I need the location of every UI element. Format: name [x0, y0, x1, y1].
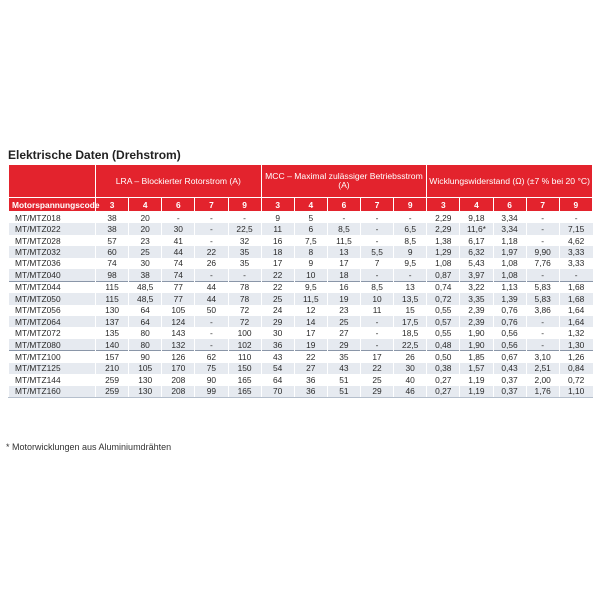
res-cell: 1,64 — [559, 316, 592, 327]
table-row — [9, 258, 593, 269]
res-cell: 0,37 — [493, 386, 526, 398]
lra-cell: 102 — [228, 339, 261, 351]
res-cell: 3,97 — [460, 269, 493, 281]
header-lra: LRA – Blockierter Rotorstrom (A) — [96, 165, 262, 198]
table-row — [9, 235, 593, 246]
table-row — [9, 246, 593, 257]
motor-code-cell: MT/MTZ050 — [9, 293, 96, 304]
mcc-cell: 51 — [327, 386, 360, 398]
motor-code-cell: MT/MTZ022 — [9, 223, 96, 234]
res-cell: 1,08 — [493, 258, 526, 269]
res-cell: 1,64 — [559, 305, 592, 316]
res-cell: 0,87 — [427, 269, 460, 281]
mcc-cell: 6,5 — [394, 223, 427, 234]
mcc-cell: - — [361, 223, 394, 234]
table-row — [9, 269, 593, 281]
mcc-cell: 12 — [294, 305, 327, 316]
lra-cell: 72 — [228, 305, 261, 316]
header-voltage-code: 3 — [261, 198, 294, 212]
mcc-cell: 54 — [261, 363, 294, 374]
mcc-cell: 9 — [294, 258, 327, 269]
mcc-cell: 10 — [361, 293, 394, 304]
page-title: Elektrische Daten (Drehstrom) — [8, 148, 181, 162]
lra-cell: 105 — [162, 305, 195, 316]
lra-cell: 105 — [129, 363, 162, 374]
lra-cell: - — [228, 212, 261, 224]
res-cell: 4,62 — [559, 235, 592, 246]
lra-cell: 137 — [96, 316, 129, 327]
mcc-cell: 17 — [327, 258, 360, 269]
mcc-cell: 46 — [394, 386, 427, 398]
mcc-cell: 8,5 — [361, 281, 394, 293]
lra-cell: 48,5 — [129, 293, 162, 304]
res-cell: 9,90 — [526, 246, 559, 257]
lra-cell: - — [195, 316, 228, 327]
lra-cell: 41 — [162, 235, 195, 246]
table-row — [9, 374, 593, 385]
res-cell: 3,86 — [526, 305, 559, 316]
mcc-cell: - — [361, 212, 394, 224]
mcc-cell: 13 — [327, 246, 360, 257]
mcc-cell: 7,5 — [294, 235, 327, 246]
mcc-cell: - — [361, 327, 394, 338]
res-cell: 2,51 — [526, 363, 559, 374]
header-voltage-code: 9 — [394, 198, 427, 212]
motor-code-cell: MT/MTZ160 — [9, 386, 96, 398]
header-resistance: Wicklungswiderstand (Ω) (±7 % bei 20 °C) — [427, 165, 593, 198]
res-cell: 5,83 — [526, 281, 559, 293]
res-cell: 2,39 — [460, 316, 493, 327]
lra-cell: 38 — [129, 269, 162, 281]
lra-cell: 77 — [162, 281, 195, 293]
res-cell: - — [526, 235, 559, 246]
res-cell: 5,43 — [460, 258, 493, 269]
header-voltage-code: 9 — [559, 198, 592, 212]
lra-cell: 48,5 — [129, 281, 162, 293]
lra-cell: 165 — [228, 374, 261, 385]
res-cell: 0,27 — [427, 374, 460, 385]
res-cell: 1,90 — [460, 339, 493, 351]
lra-cell: 150 — [228, 363, 261, 374]
res-cell: 7,76 — [526, 258, 559, 269]
table-row — [9, 293, 593, 304]
res-cell: 1,08 — [493, 269, 526, 281]
lra-cell: 64 — [129, 305, 162, 316]
res-cell: 2,29 — [427, 223, 460, 234]
res-cell: - — [559, 269, 592, 281]
table-row — [9, 212, 593, 224]
res-cell: 1,19 — [460, 374, 493, 385]
res-cell: 1,38 — [427, 235, 460, 246]
motor-code-cell: MT/MTZ036 — [9, 258, 96, 269]
lra-cell: 210 — [96, 363, 129, 374]
res-cell: 0,72 — [559, 374, 592, 385]
mcc-cell: - — [327, 212, 360, 224]
lra-cell: 57 — [96, 235, 129, 246]
motor-code-cell: MT/MTZ032 — [9, 246, 96, 257]
motor-code-cell: MT/MTZ144 — [9, 374, 96, 385]
res-cell: 1,13 — [493, 281, 526, 293]
lra-cell: 90 — [129, 351, 162, 363]
mcc-cell: 5,5 — [361, 246, 394, 257]
motor-code-cell: MT/MTZ056 — [9, 305, 96, 316]
lra-cell: 126 — [162, 351, 195, 363]
lra-cell: 110 — [228, 351, 261, 363]
res-cell: - — [526, 339, 559, 351]
lra-cell: 100 — [228, 327, 261, 338]
mcc-cell: 17 — [361, 351, 394, 363]
lra-cell: 20 — [129, 212, 162, 224]
lra-cell: 80 — [129, 327, 162, 338]
lra-cell: 74 — [96, 258, 129, 269]
lra-cell: 25 — [129, 246, 162, 257]
mcc-cell: 36 — [294, 374, 327, 385]
lra-cell: 20 — [129, 223, 162, 234]
res-cell: 0,37 — [493, 374, 526, 385]
mcc-cell: 9 — [394, 246, 427, 257]
res-cell: 2,00 — [526, 374, 559, 385]
lra-cell: - — [195, 212, 228, 224]
lra-cell: 80 — [129, 339, 162, 351]
mcc-cell: 13,5 — [394, 293, 427, 304]
header-voltage-code: 7 — [195, 198, 228, 212]
mcc-cell: 15 — [394, 305, 427, 316]
lra-cell: 38 — [96, 212, 129, 224]
table-row — [9, 339, 593, 351]
res-cell: 1,76 — [526, 386, 559, 398]
res-cell: 0,76 — [493, 316, 526, 327]
lra-cell: 44 — [195, 281, 228, 293]
res-cell: 6,17 — [460, 235, 493, 246]
lra-cell: 165 — [228, 386, 261, 398]
mcc-cell: 30 — [394, 363, 427, 374]
lra-cell: 124 — [162, 316, 195, 327]
mcc-cell: 18 — [261, 246, 294, 257]
motor-code-cell: MT/MTZ028 — [9, 235, 96, 246]
res-cell: 11,6* — [460, 223, 493, 234]
lra-cell: - — [195, 223, 228, 234]
motor-code-cell: MT/MTZ080 — [9, 339, 96, 351]
mcc-cell: 11 — [361, 305, 394, 316]
res-cell: 1,90 — [460, 327, 493, 338]
lra-cell: 62 — [195, 351, 228, 363]
lra-cell: 22,5 — [228, 223, 261, 234]
mcc-cell: 26 — [394, 351, 427, 363]
mcc-cell: 24 — [261, 305, 294, 316]
mcc-cell: 23 — [327, 305, 360, 316]
lra-cell: 78 — [228, 293, 261, 304]
mcc-cell: 29 — [361, 386, 394, 398]
header-voltage-code: 3 — [96, 198, 129, 212]
motor-code-cell: MT/MTZ125 — [9, 363, 96, 374]
motor-code-cell: MT/MTZ044 — [9, 281, 96, 293]
lra-cell: 78 — [228, 281, 261, 293]
table-row — [9, 316, 593, 327]
lra-cell: 98 — [96, 269, 129, 281]
lra-cell: 77 — [162, 293, 195, 304]
table-row — [9, 386, 593, 398]
res-cell: 6,32 — [460, 246, 493, 257]
header-voltage-code: 7 — [526, 198, 559, 212]
res-cell: - — [526, 327, 559, 338]
header-blank — [9, 165, 96, 198]
mcc-cell: 5 — [294, 212, 327, 224]
res-cell: 1,30 — [559, 339, 592, 351]
mcc-cell: 11,5 — [327, 235, 360, 246]
res-cell: 0,76 — [493, 305, 526, 316]
res-cell: 1,32 — [559, 327, 592, 338]
mcc-cell: 70 — [261, 386, 294, 398]
mcc-cell: 25 — [261, 293, 294, 304]
res-cell: 1,08 — [427, 258, 460, 269]
mcc-cell: 11 — [261, 223, 294, 234]
lra-cell: - — [195, 327, 228, 338]
mcc-cell: 13 — [394, 281, 427, 293]
mcc-cell: 29 — [261, 316, 294, 327]
res-cell: 1,10 — [559, 386, 592, 398]
res-cell: 1,97 — [493, 246, 526, 257]
mcc-cell: 18 — [327, 269, 360, 281]
lra-cell: 74 — [162, 258, 195, 269]
res-cell: - — [526, 269, 559, 281]
mcc-cell: 43 — [261, 351, 294, 363]
lra-cell: 90 — [195, 374, 228, 385]
mcc-cell: 16 — [261, 235, 294, 246]
mcc-cell: 25 — [361, 374, 394, 385]
header-voltage-code: 6 — [327, 198, 360, 212]
lra-cell: 135 — [96, 327, 129, 338]
lra-cell: - — [228, 269, 261, 281]
lra-cell: 132 — [162, 339, 195, 351]
res-cell: 9,18 — [460, 212, 493, 224]
mcc-cell: 22 — [294, 351, 327, 363]
res-cell: 0,84 — [559, 363, 592, 374]
lra-cell: 72 — [228, 316, 261, 327]
motor-code-cell: MT/MTZ072 — [9, 327, 96, 338]
mcc-cell: - — [361, 316, 394, 327]
mcc-cell: 29 — [327, 339, 360, 351]
header-voltage-code: 6 — [162, 198, 195, 212]
res-cell: 3,22 — [460, 281, 493, 293]
mcc-cell: 36 — [261, 339, 294, 351]
lra-cell: 259 — [96, 374, 129, 385]
lra-cell: 44 — [162, 246, 195, 257]
mcc-cell: 19 — [294, 339, 327, 351]
mcc-cell: 16 — [327, 281, 360, 293]
lra-cell: 130 — [129, 374, 162, 385]
mcc-cell: 25 — [327, 316, 360, 327]
motor-code-cell: MT/MTZ100 — [9, 351, 96, 363]
lra-cell: 64 — [129, 316, 162, 327]
mcc-cell: 64 — [261, 374, 294, 385]
lra-cell: 75 — [195, 363, 228, 374]
res-cell: 1,18 — [493, 235, 526, 246]
lra-cell: - — [195, 269, 228, 281]
lra-cell: - — [195, 235, 228, 246]
table-row — [9, 351, 593, 363]
header-voltage-code: 4 — [460, 198, 493, 212]
header-voltage-code: 7 — [361, 198, 394, 212]
res-cell: 0,27 — [427, 386, 460, 398]
header-voltage-code: 6 — [493, 198, 526, 212]
res-cell: 1,85 — [460, 351, 493, 363]
mcc-cell: 7 — [361, 258, 394, 269]
mcc-cell: 18,5 — [394, 327, 427, 338]
lra-cell: 74 — [162, 269, 195, 281]
lra-cell: 115 — [96, 293, 129, 304]
mcc-cell: 17,5 — [394, 316, 427, 327]
lra-cell: - — [195, 339, 228, 351]
lra-cell: 157 — [96, 351, 129, 363]
res-cell: 3,10 — [526, 351, 559, 363]
res-cell: - — [526, 223, 559, 234]
res-cell: 1,39 — [493, 293, 526, 304]
mcc-cell: 27 — [294, 363, 327, 374]
lra-cell: 208 — [162, 386, 195, 398]
electrical-data-table — [8, 164, 593, 398]
res-cell: 3,35 — [460, 293, 493, 304]
header-voltage-code: 4 — [294, 198, 327, 212]
res-cell: 5,83 — [526, 293, 559, 304]
lra-cell: 130 — [96, 305, 129, 316]
res-cell: 3,33 — [559, 246, 592, 257]
res-cell: 1,57 — [460, 363, 493, 374]
res-cell: 2,29 — [427, 212, 460, 224]
mcc-cell: 36 — [294, 386, 327, 398]
mcc-cell: - — [361, 339, 394, 351]
mcc-cell: 22 — [361, 363, 394, 374]
lra-cell: 30 — [129, 258, 162, 269]
header-motor-code: Motorspannungscode — [9, 198, 96, 212]
header-voltage-code: 9 — [228, 198, 261, 212]
lra-cell: 143 — [162, 327, 195, 338]
lra-cell: 99 — [195, 386, 228, 398]
res-cell: 7,15 — [559, 223, 592, 234]
res-cell: 0,48 — [427, 339, 460, 351]
mcc-cell: 11,5 — [294, 293, 327, 304]
mcc-cell: 22,5 — [394, 339, 427, 351]
res-cell: 1,29 — [427, 246, 460, 257]
res-cell: - — [559, 212, 592, 224]
res-cell: 3,34 — [493, 223, 526, 234]
mcc-cell: 8,5 — [394, 235, 427, 246]
res-cell: 0,38 — [427, 363, 460, 374]
res-cell: 0,56 — [493, 327, 526, 338]
lra-cell: 26 — [195, 258, 228, 269]
lra-cell: 23 — [129, 235, 162, 246]
res-cell: 2,39 — [460, 305, 493, 316]
mcc-cell: 51 — [327, 374, 360, 385]
table-row — [9, 305, 593, 316]
res-cell: 1,68 — [559, 293, 592, 304]
lra-cell: 170 — [162, 363, 195, 374]
lra-cell: 38 — [96, 223, 129, 234]
mcc-cell: 17 — [294, 327, 327, 338]
mcc-cell: 9,5 — [294, 281, 327, 293]
mcc-cell: 22 — [261, 281, 294, 293]
res-cell: 3,33 — [559, 258, 592, 269]
lra-cell: 60 — [96, 246, 129, 257]
lra-cell: - — [162, 212, 195, 224]
header-voltage-code: 3 — [427, 198, 460, 212]
mcc-cell: 30 — [261, 327, 294, 338]
mcc-cell: 8,5 — [327, 223, 360, 234]
res-cell: 0,55 — [427, 305, 460, 316]
lra-cell: 35 — [228, 246, 261, 257]
res-cell: 1,68 — [559, 281, 592, 293]
table-row — [9, 281, 593, 293]
mcc-cell: - — [394, 212, 427, 224]
mcc-cell: 6 — [294, 223, 327, 234]
table-row — [9, 223, 593, 234]
header-voltage-code: 4 — [129, 198, 162, 212]
lra-cell: 44 — [195, 293, 228, 304]
res-cell: - — [526, 212, 559, 224]
res-cell: 0,67 — [493, 351, 526, 363]
mcc-cell: - — [394, 269, 427, 281]
mcc-cell: - — [361, 269, 394, 281]
footnote: * Motorwicklungen aus Aluminiumdrähten — [6, 442, 172, 452]
lra-cell: 259 — [96, 386, 129, 398]
res-cell: 0,50 — [427, 351, 460, 363]
res-cell: 1,26 — [559, 351, 592, 363]
mcc-cell: 40 — [394, 374, 427, 385]
mcc-cell: 43 — [327, 363, 360, 374]
table-row — [9, 363, 593, 374]
mcc-cell: 35 — [327, 351, 360, 363]
lra-cell: 140 — [96, 339, 129, 351]
lra-cell: 35 — [228, 258, 261, 269]
lra-cell: 22 — [195, 246, 228, 257]
mcc-cell: 14 — [294, 316, 327, 327]
lra-cell: 30 — [162, 223, 195, 234]
mcc-cell: 19 — [327, 293, 360, 304]
mcc-cell: 27 — [327, 327, 360, 338]
motor-code-cell: MT/MTZ064 — [9, 316, 96, 327]
res-cell: 0,43 — [493, 363, 526, 374]
mcc-cell: 22 — [261, 269, 294, 281]
mcc-cell: 17 — [261, 258, 294, 269]
res-cell: - — [526, 316, 559, 327]
res-cell: 1,19 — [460, 386, 493, 398]
lra-cell: 208 — [162, 374, 195, 385]
lra-cell: 32 — [228, 235, 261, 246]
res-cell: 0,57 — [427, 316, 460, 327]
header-mcc: MCC – Maximal zulässiger Betriebsstrom (A) — [261, 165, 427, 198]
mcc-cell: 10 — [294, 269, 327, 281]
res-cell: 0,72 — [427, 293, 460, 304]
res-cell: 0,74 — [427, 281, 460, 293]
mcc-cell: 9 — [261, 212, 294, 224]
res-cell: 0,56 — [493, 339, 526, 351]
motor-code-cell: MT/MTZ018 — [9, 212, 96, 224]
mcc-cell: - — [361, 235, 394, 246]
res-cell: 0,55 — [427, 327, 460, 338]
lra-cell: 115 — [96, 281, 129, 293]
mcc-cell: 8 — [294, 246, 327, 257]
res-cell: 3,34 — [493, 212, 526, 224]
lra-cell: 50 — [195, 305, 228, 316]
mcc-cell: 9,5 — [394, 258, 427, 269]
motor-code-cell: MT/MTZ040 — [9, 269, 96, 281]
table-row — [9, 327, 593, 338]
lra-cell: 130 — [129, 386, 162, 398]
